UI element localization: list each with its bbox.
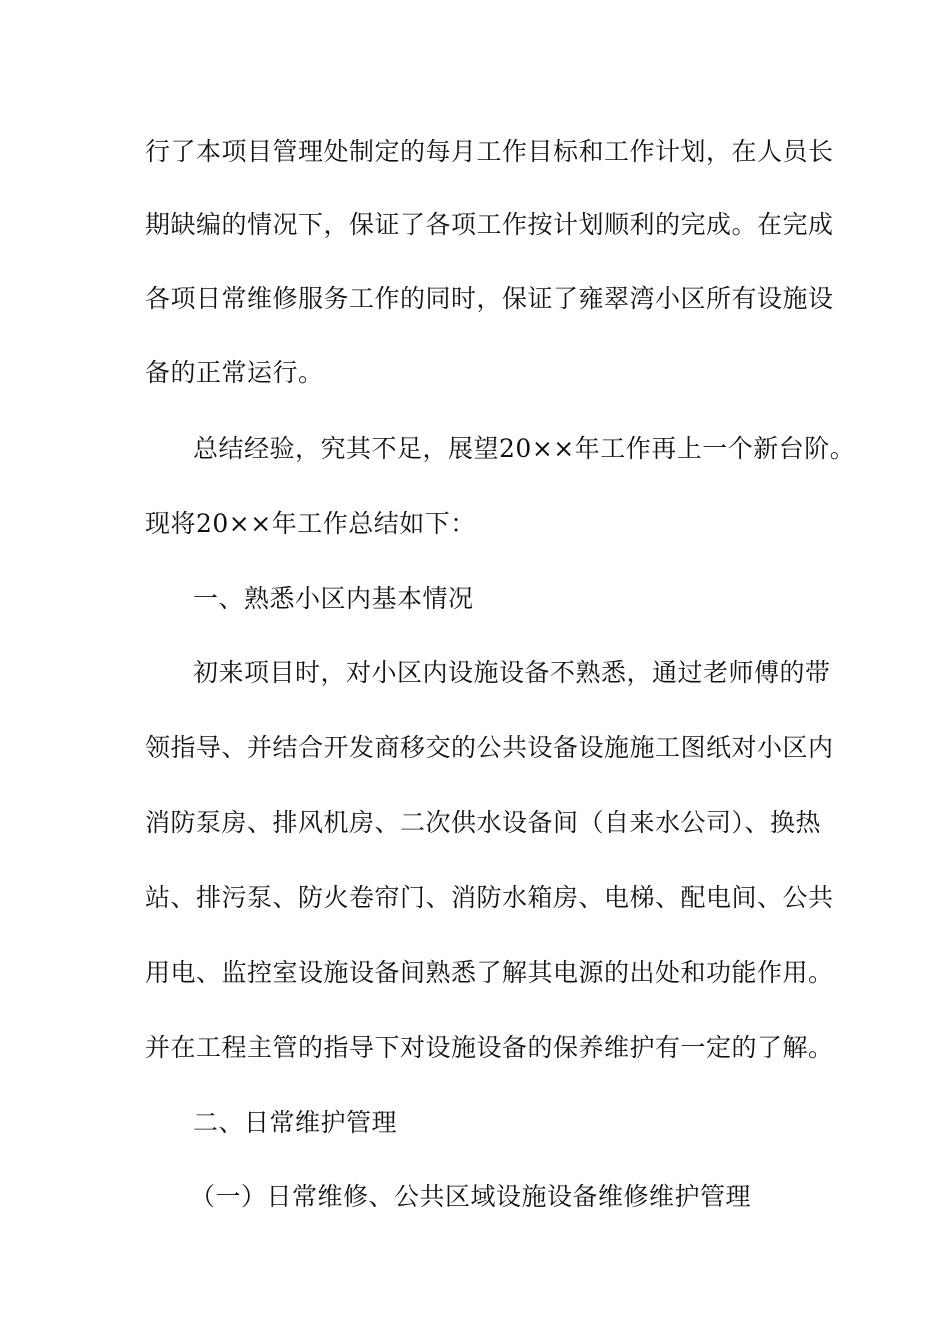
text-line: 总结经验，究其不足，展望20××年工作再上一个新台阶。: [193, 434, 856, 463]
section-heading: 二、日常维护管理: [193, 1108, 398, 1137]
text-line: 现将20××年工作总结如下：: [145, 509, 476, 538]
text-line: 备的正常运行。: [145, 358, 324, 387]
text-line: 并在工程主管的指导下对设施设备的保养维护有一定的了解。: [145, 1033, 834, 1062]
text-line: 领指导、并结合开发商移交的公共设备设施施工图纸对小区内: [145, 733, 834, 762]
text-line: 站、排污泵、防火卷帘门、消防水箱房、电梯、配电间、公共: [145, 883, 834, 912]
text-line: 各项日常维修服务工作的同时，保证了雍翠湾小区所有设施设: [145, 284, 834, 313]
text-line: 用电、监控室设施设备间熟悉了解其电源的出处和功能作用。: [145, 958, 834, 987]
text-line: 初来项目时，对小区内设施设备不熟悉，通过老师傅的带: [193, 658, 831, 687]
text-line: 消防泵房、排风机房、二次供水设备间（自来水公司）、换热: [145, 808, 822, 837]
text-line: 行了本项目管理处制定的每月工作目标和工作计划，在人员长: [145, 137, 834, 166]
subsection-heading: （一）日常维修、公共区域设施设备维修维护管理: [190, 1182, 752, 1211]
text-line: 期缺编的情况下，保证了各项工作按计划顺利的完成。在完成: [145, 210, 834, 239]
section-heading: 一、熟悉小区内基本情况: [193, 584, 474, 613]
